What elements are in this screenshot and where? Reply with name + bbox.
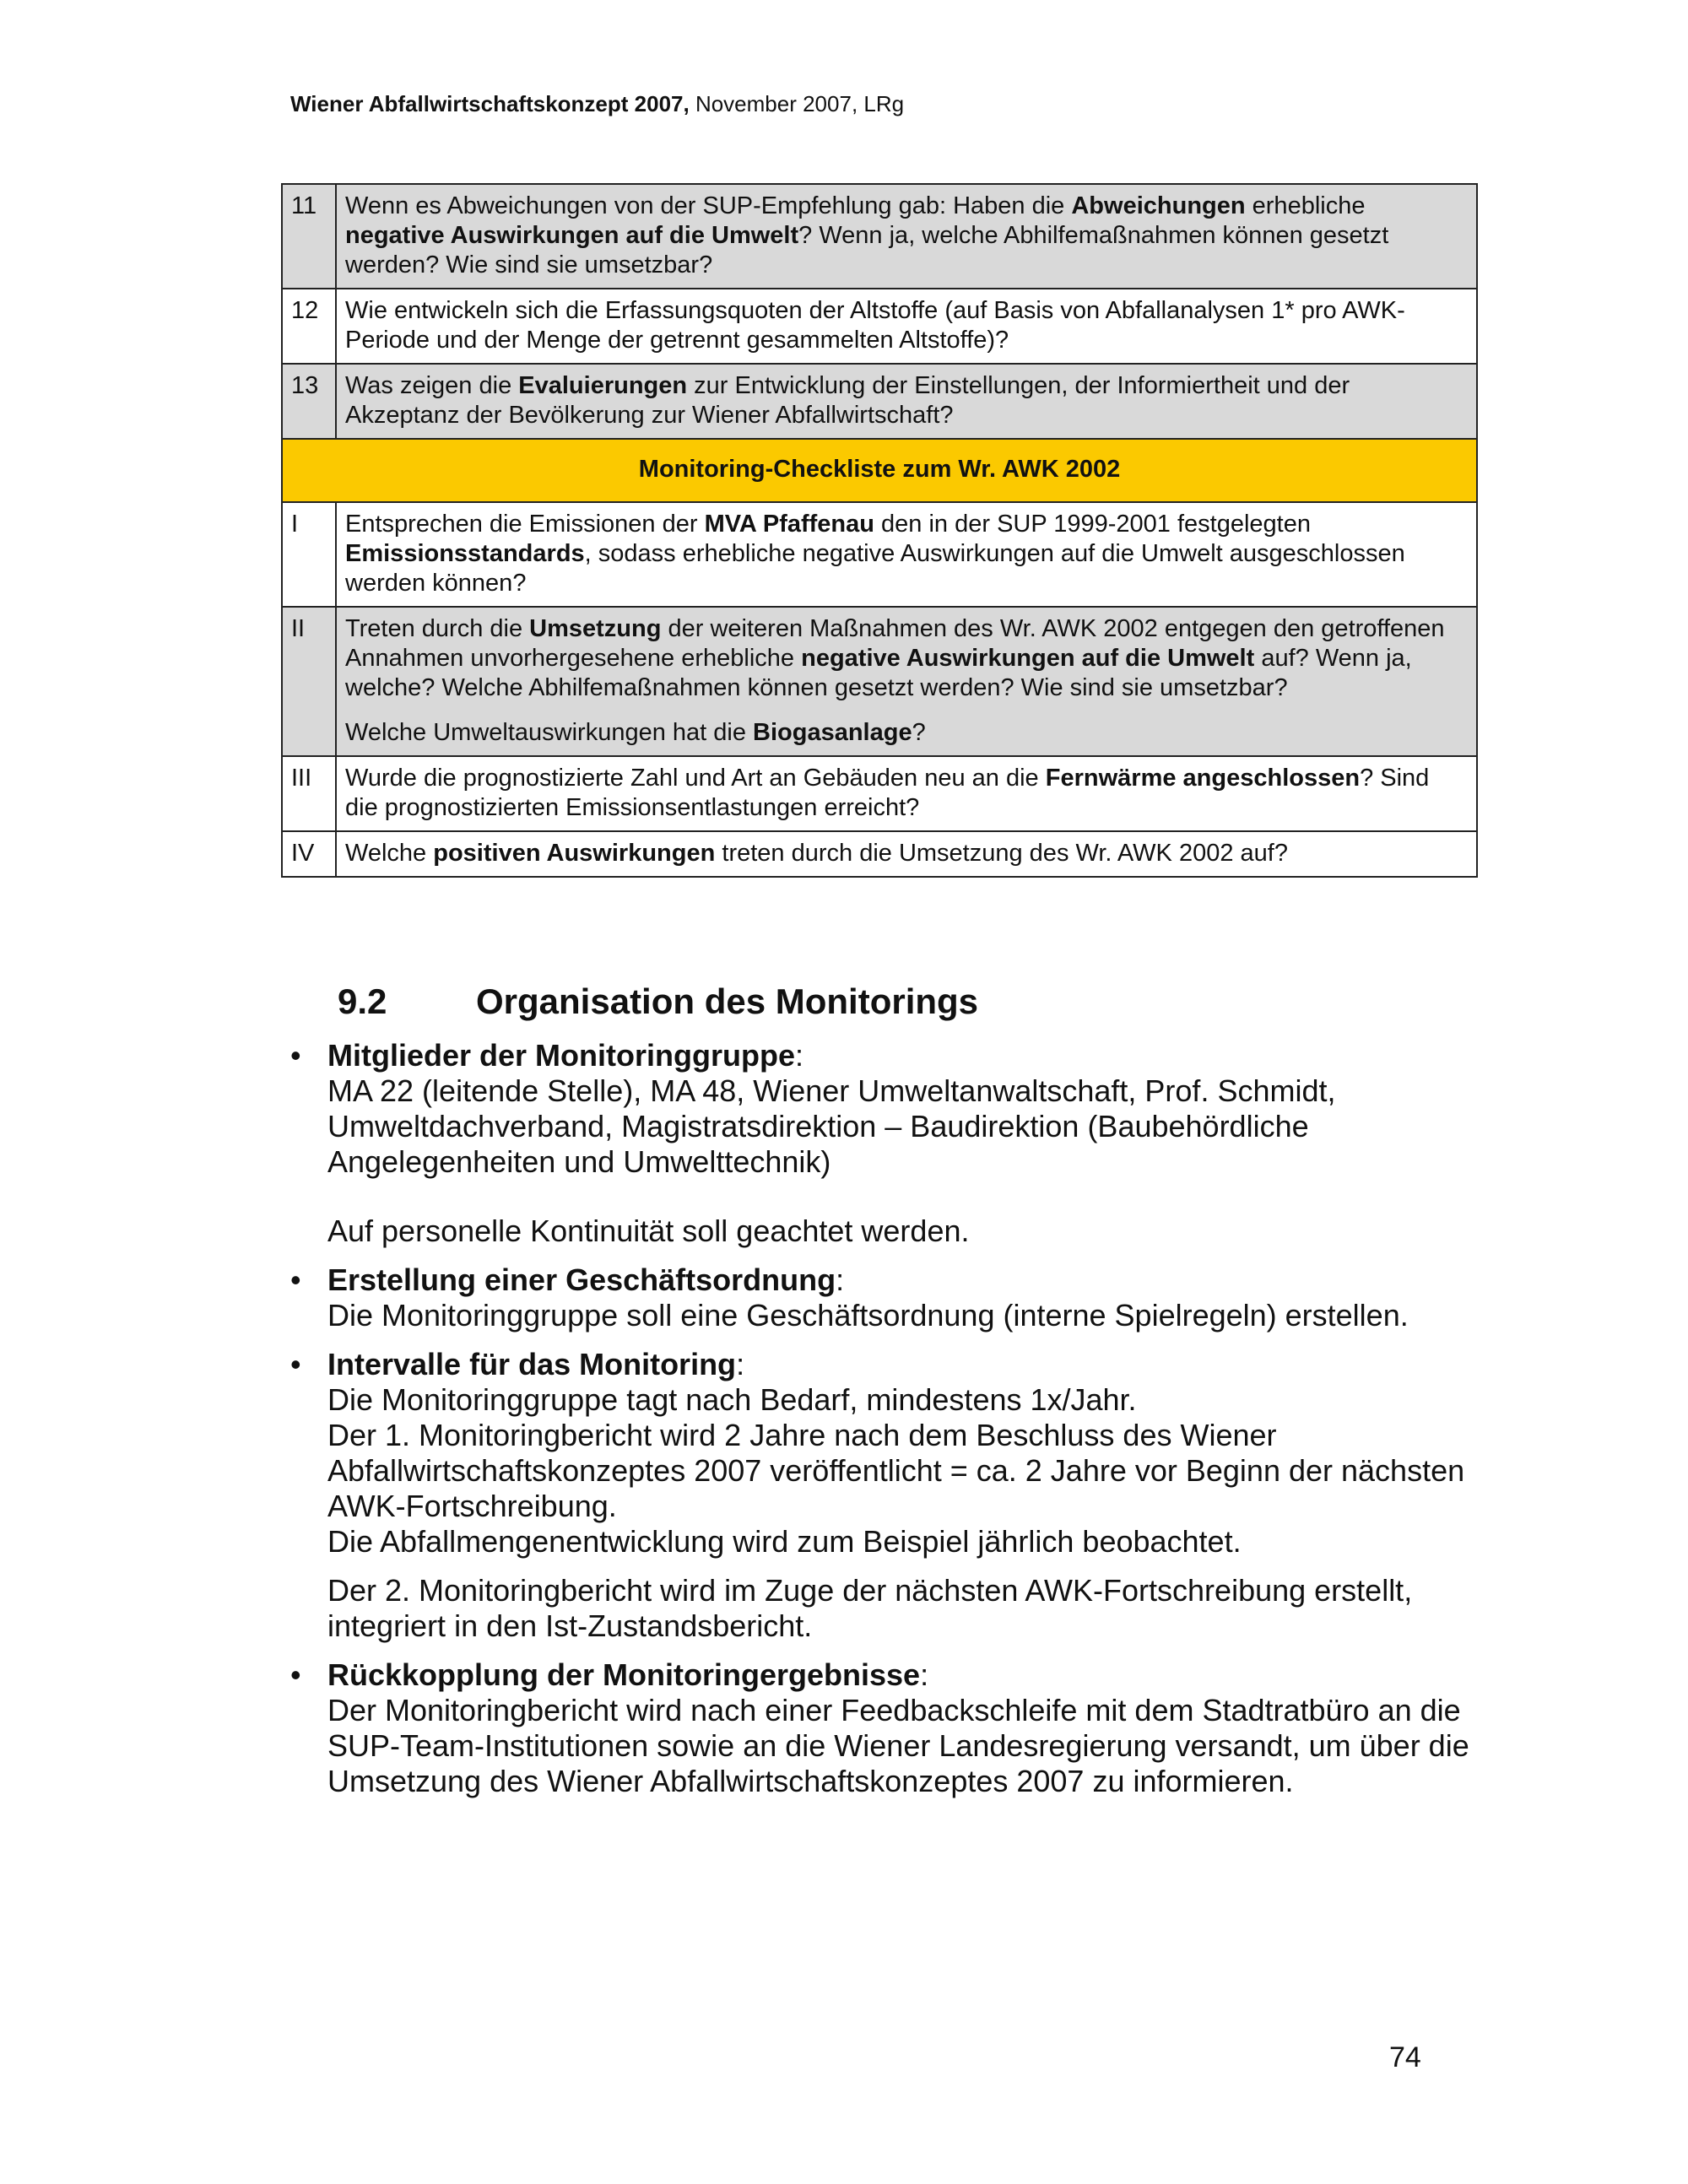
- row-text: Was zeigen die Evaluierungen zur Entwicklung der Einstellungen, der Informiertheit und der Akzeptanz der Bevölkerung zur Wiener Abfallwirtschaft?: [336, 364, 1477, 439]
- row-number: 12: [282, 289, 336, 364]
- table-row: [282, 184, 1477, 289]
- section-heading: [338, 979, 978, 1024]
- bullet-icon: •: [290, 1657, 301, 1692]
- table-row: [282, 502, 1477, 607]
- page-number: 74: [1389, 2041, 1421, 2073]
- running-header: [290, 89, 904, 118]
- row-text: Wenn es Abweichungen von der SUP-Empfehlung gab: Haben die Abweichungen erhebliche negative Auswirkungen auf die Umwelt? Wenn ja, welche Abhilfemaßnahmen können gesetzt werden? Wie sind sie umsetzbar?: [336, 184, 1477, 289]
- row-text: Welche positiven Auswirkungen treten durch die Umsetzung des Wr. AWK 2002 auf?: [336, 831, 1477, 877]
- table-row: [282, 607, 1477, 756]
- row-text: Wurde die prognostizierte Zahl und Art an Gebäuden neu an die Fernwärme angeschlossen? Sind die prognostizierten Emissionsentlastungen erreicht?: [336, 756, 1477, 831]
- table-row: [282, 831, 1477, 877]
- section-body: [290, 1038, 1472, 1813]
- section-title: Organisation des Monitorings: [476, 981, 979, 1021]
- header-title-rest: November 2007, LRg: [689, 91, 905, 116]
- row-number: I: [282, 502, 336, 607]
- row-number: 13: [282, 364, 336, 439]
- bullet-icon: •: [290, 1262, 301, 1297]
- table-row: [282, 364, 1477, 439]
- table-row: [282, 756, 1477, 831]
- row-text: Entsprechen die Emissionen der MVA Pfaffenau den in der SUP 1999-2001 festgelegten Emissionsstandards, sodass erhebliche negative Auswirkungen auf die Umwelt ausgeschlossen werden können?: [336, 502, 1477, 607]
- list-item: • Rückkopplung der Monitoringergebnisse: Der Monitoringbericht wird nach einer Feedbackschleife mit dem Stadtratbüro an die SUP-Team-Institutionen sowie an die Wiener Landesregierung versandt, um über die Umsetzung des Wiener Abfallwirtschaftskonzeptes 2007 zu informieren.: [290, 1657, 1469, 1798]
- row-number: III: [282, 756, 336, 831]
- bullet-icon: •: [290, 1038, 301, 1073]
- row-number: II: [282, 607, 336, 756]
- section-number: 9.2: [338, 981, 387, 1021]
- list-item: • Erstellung einer Geschäftsordnung: Die Monitoringgruppe soll eine Geschäftsordnung (interne Spielregeln) erstellen.: [290, 1262, 1409, 1333]
- row-number: 11: [282, 184, 336, 289]
- table-section-band: [282, 439, 1477, 502]
- table-row: [282, 289, 1477, 364]
- row-number: IV: [282, 831, 336, 877]
- band-title: Monitoring-Checkliste zum Wr. AWK 2002: [282, 439, 1477, 502]
- list-item: • Intervalle für das Monitoring: Die Monitoringgruppe tagt nach Bedarf, mindestens 1x/Jahr. Der 1. Monitoringbericht wird 2 Jahre nach dem Beschluss des Wiener Abfallwirtschaftskonzeptes 2007 veröffentlicht = ca. 2 Jahre vor Beginn der nächsten AWK-Fortschreibung. Die Abfallmengenentwicklung wird zum Beispiel jährlich beobachtet. Der 2. Monitoringbericht wird im Zuge der nächsten AWK-Fortschreibung erstellt, integriert in den Ist-Zustandsbericht.: [290, 1347, 1465, 1643]
- bullet-icon: •: [290, 1347, 301, 1381]
- row-text: Wie entwickeln sich die Erfassungsquoten der Altstoffe (auf Basis von Abfallanalysen 1* pro AWK-Periode und der Menge der getrennt gesammelten Altstoffe)?: [336, 289, 1477, 364]
- row-text: Treten durch die Umsetzung der weiteren Maßnahmen des Wr. AWK 2002 entgegen den getroffenen Annahmen unvorhergesehene erhebliche negative Auswirkungen auf die Umwelt auf? Wenn ja, welche? Welche Abhilfemaßnahmen können gesetzt werden? Wie sind sie umsetzbar? Welche Umweltauswirkungen hat die Biogasanlage?: [336, 607, 1477, 756]
- header-title-bold: Wiener Abfallwirtschaftskonzept 2007,: [290, 91, 690, 116]
- monitoring-checklist-table: [281, 183, 1478, 878]
- list-item: • Mitglieder der Monitoringgruppe: MA 22 (leitende Stelle), MA 48, Wiener Umweltanwaltschaft, Prof. Schmidt, Umweltdachverband, Magistratsdirektion – Baudirektion (Baubehördliche Angelegenheiten und Umwelttechnik) Auf personelle Kontinuität soll geachtet werden.: [290, 1038, 1336, 1248]
